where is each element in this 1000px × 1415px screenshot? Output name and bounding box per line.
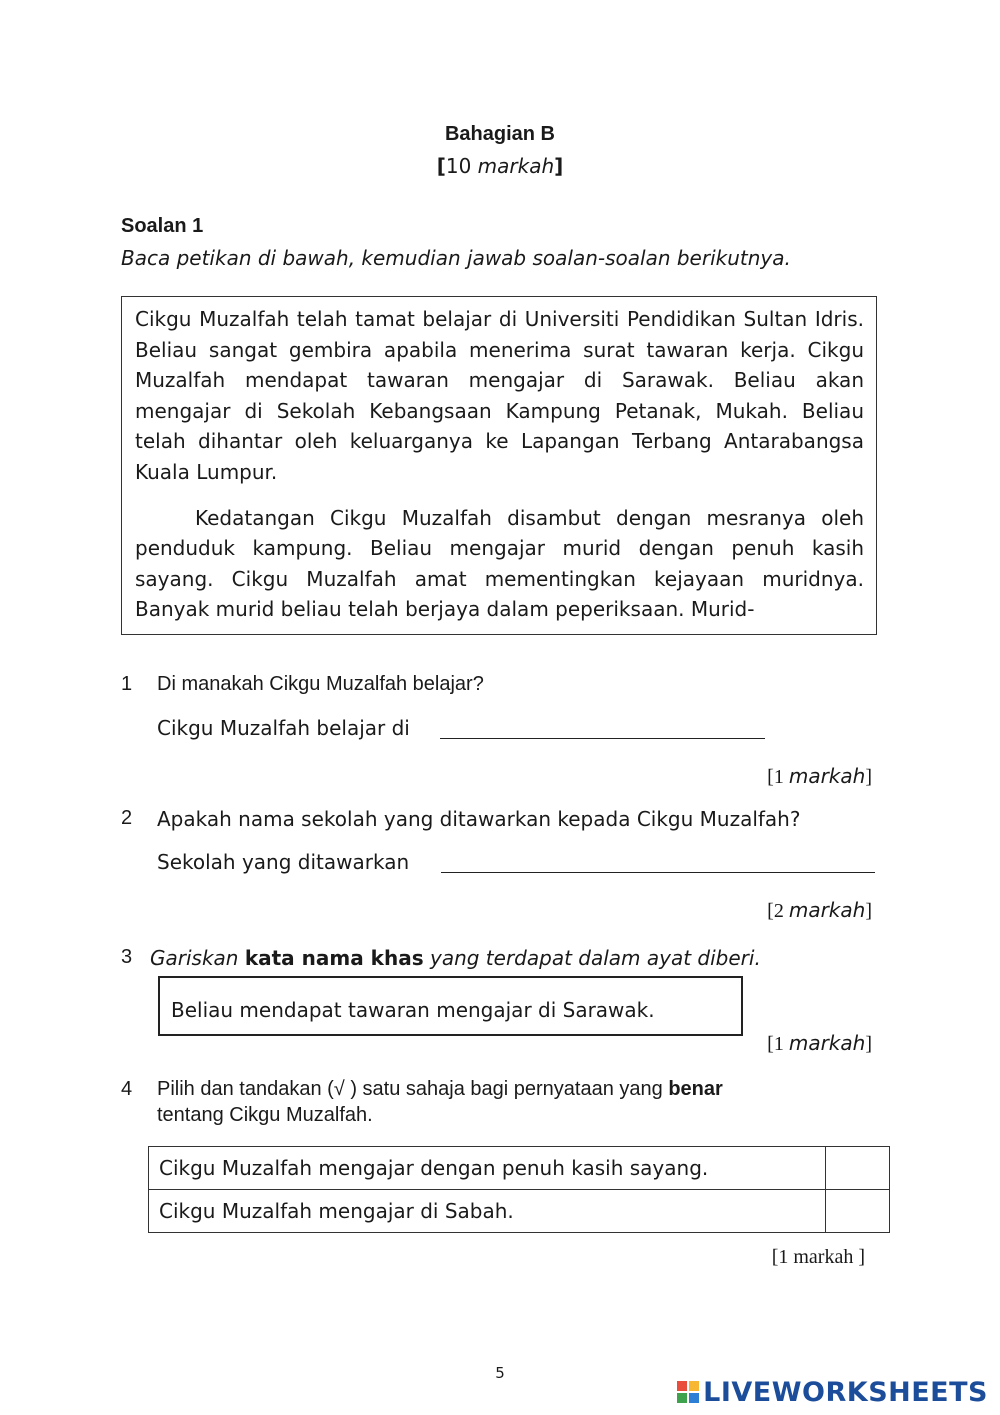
q3-sentence[interactable]: Beliau mendapat tawaran mengajar di Sarawak. — [171, 998, 655, 1022]
bracket-close: ] — [554, 154, 564, 178]
q1-marks: [1 markah] — [767, 764, 872, 788]
q4-option-2: Cikgu Muzalfah mengajar di Sabah. — [149, 1190, 826, 1233]
brand-name: LIVEWORKSHEETS — [703, 1376, 988, 1408]
q1-text: Di manakah Cikgu Muzalfah belajar? — [157, 673, 484, 695]
passage-paragraph-1: Cikgu Muzalfah telah tamat belajar di Universiti Pendidikan Sultan Idris. Beliau sangat gembira apabila menerima surat tawaran kerja. Cikgu Muzalfah mendapat tawaran mengajar di Sarawak. Beliau akan mengajar di Sekolah Kebangsaan Kampung Petanak, Mukah. Beliau telah dihantar oleh keluarganya ke Lapangan Terbang Antarabangsa Kuala Lumpur. — [135, 307, 864, 484]
q4-marks: [1 markah ] — [771, 1246, 865, 1268]
q4-option-1: Cikgu Muzalfah mengajar dengan penuh kasih sayang. — [149, 1147, 826, 1190]
q2-marks: [2 markah] — [767, 898, 872, 922]
bracket-open: [ — [436, 154, 446, 178]
question-heading: Soalan 1 — [121, 215, 204, 237]
section-marks-word: markah — [477, 154, 555, 178]
section-marks-number: 10 — [445, 154, 478, 178]
q2-answer-line[interactable] — [441, 850, 875, 873]
q1-marks-word: markah — [788, 764, 866, 788]
q2-marks-word: markah — [788, 898, 866, 922]
q1-number: 1 — [121, 673, 133, 695]
q3-marks: [1 markah] — [767, 1031, 872, 1055]
reading-passage — [121, 296, 877, 635]
q2-text: Apakah nama sekolah yang ditawarkan kepada Cikgu Muzalfah? — [157, 807, 801, 831]
table-row — [149, 1147, 890, 1190]
q4-tick-box-1[interactable] — [826, 1147, 890, 1190]
section-title: Bahagian B — [444, 123, 556, 145]
logo-square-2 — [689, 1381, 699, 1391]
q3-marks-word: markah — [788, 1031, 866, 1055]
q3-number: 3 — [121, 946, 133, 968]
q1-answer-prompt: Cikgu Muzalfah belajar di — [157, 716, 410, 740]
q4-options-table — [148, 1146, 890, 1233]
q3-sentence-box[interactable] — [158, 976, 743, 1036]
logo-square-1 — [677, 1381, 687, 1391]
q3-text — [150, 946, 761, 970]
q2-marks-number: 2 — [773, 900, 789, 922]
section-marks — [0, 154, 1000, 178]
page-number: 5 — [495, 1364, 505, 1382]
q2-number: 2 — [121, 807, 133, 829]
q4-text-line2: tentang Cikgu Muzalfah. — [157, 1104, 373, 1126]
q4-text — [157, 1078, 723, 1101]
logo-square-3 — [677, 1393, 687, 1403]
q3-text-pre: Gariskan — [150, 946, 245, 970]
q1-marks-number: 1 — [773, 766, 789, 788]
question-instruction: Baca petikan di bawah, kemudian jawab soalan-soalan berikutnya. — [121, 246, 791, 270]
q3-text-bold: kata nama khas — [244, 946, 424, 970]
logo-square-4 — [689, 1393, 699, 1403]
q4-tick-box-2[interactable] — [826, 1190, 890, 1233]
q3-marks-number: 1 — [773, 1033, 789, 1055]
q4-number: 4 — [121, 1078, 133, 1100]
passage-paragraph-2: Kedatangan Cikgu Muzalfah disambut dengan mesranya oleh penduduk kampung. Beliau mengajar murid dengan penuh kasih sayang. Cikgu Muzalfah amat mementingkan kejayaan muridnya. Banyak murid beliau telah berjaya dalam peperiksaan. Murid- — [135, 505, 864, 622]
liveworksheets-logo-icon — [677, 1381, 699, 1403]
liveworksheets-brand[interactable] — [677, 1376, 988, 1408]
q2-answer-prompt: Sekolah yang ditawarkan — [157, 850, 410, 874]
q1-answer-line[interactable] — [440, 716, 765, 739]
q4-text-bold: benar — [668, 1078, 723, 1100]
q3-text-post: yang terdapat dalam ayat diberi. — [423, 946, 761, 970]
q4-text-pre: Pilih dan tandakan (√ ) satu sahaja bagi pernyataan yang — [157, 1078, 669, 1100]
table-row — [149, 1190, 890, 1233]
